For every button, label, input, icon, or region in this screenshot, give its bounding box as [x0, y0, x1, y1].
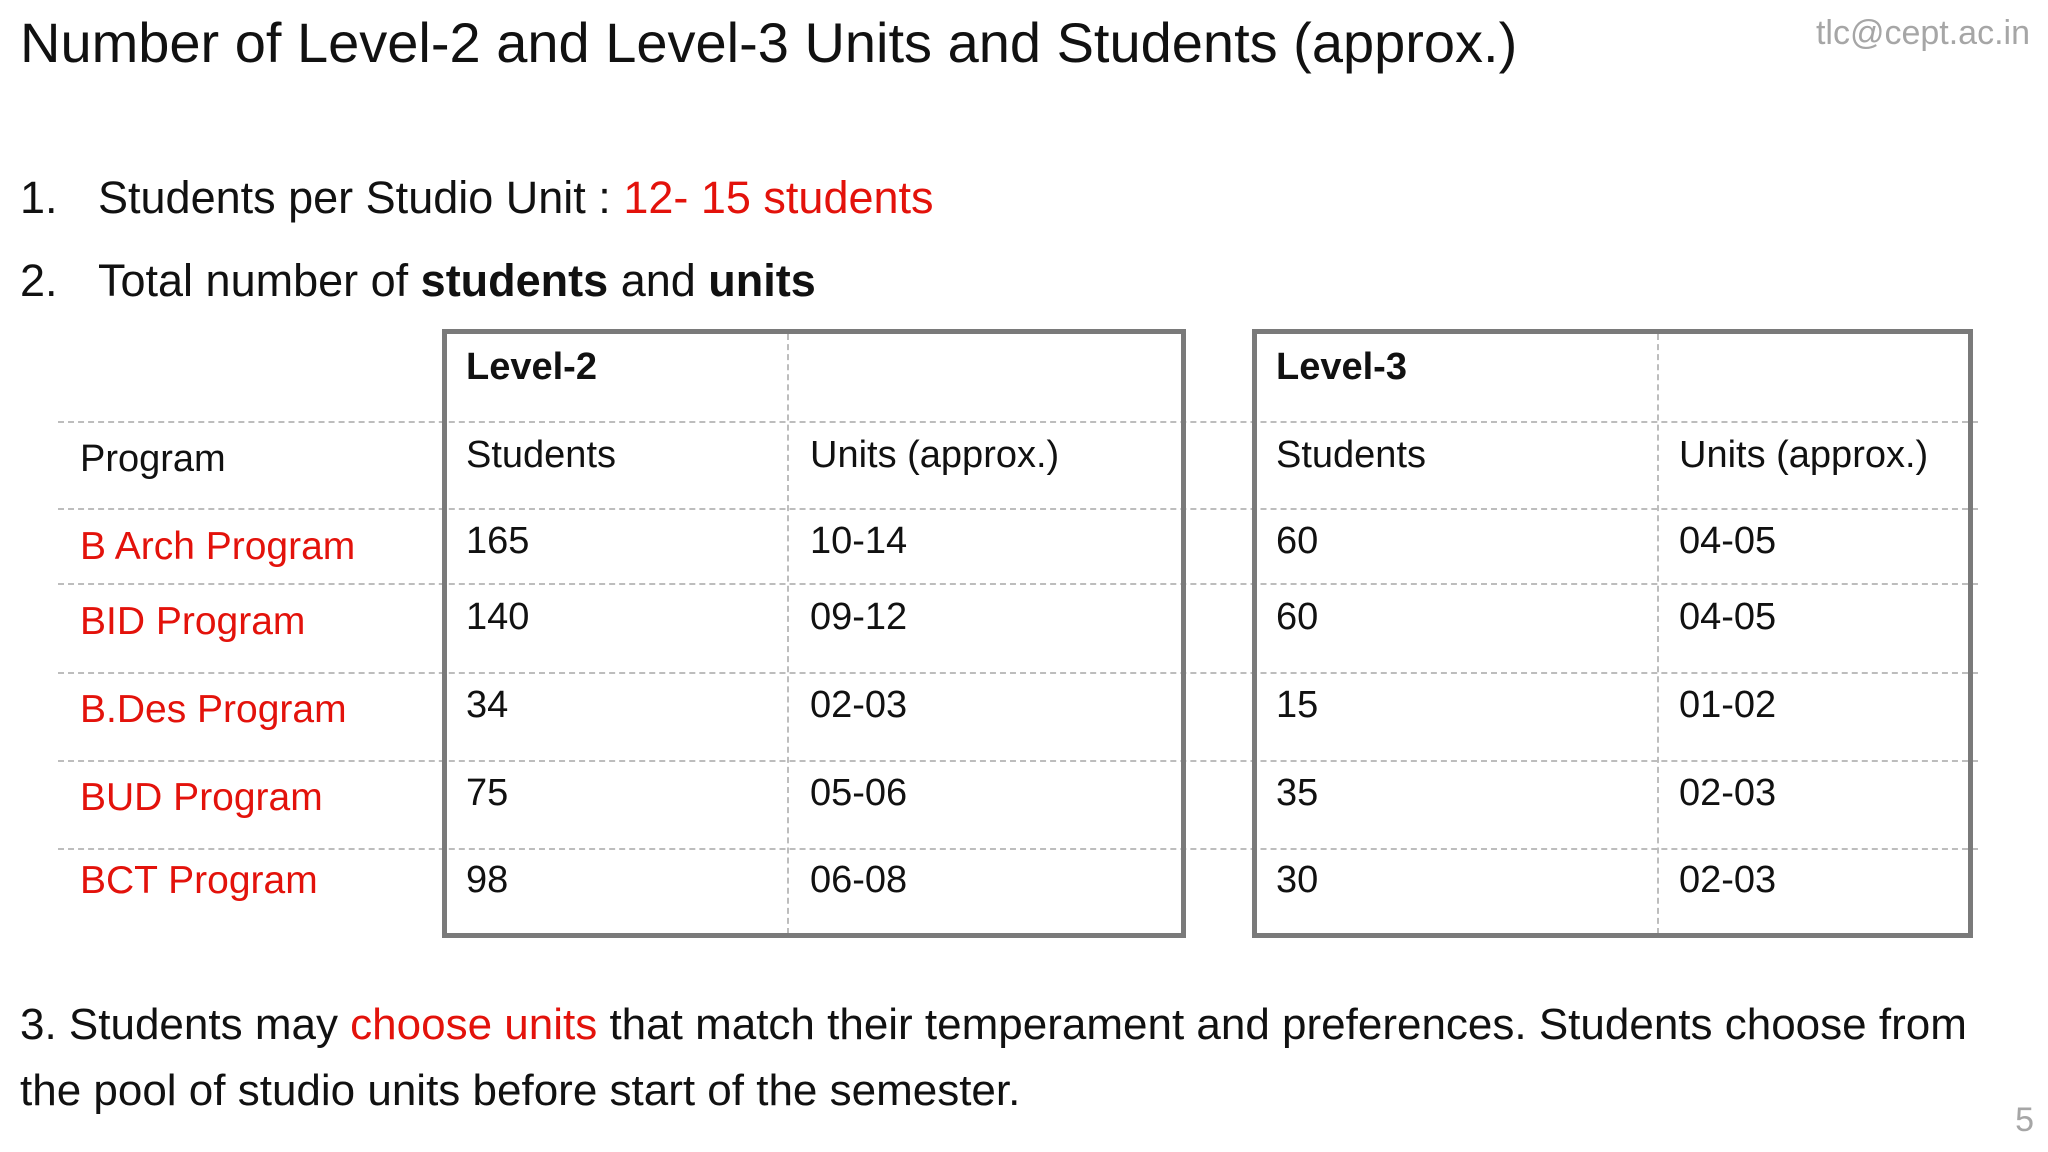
l2-units-value: 09-12	[810, 596, 908, 638]
l3-students-value: 60	[1276, 596, 1319, 638]
l3-units-value: 04-05	[1679, 520, 1777, 562]
point-2-text-b: and	[608, 255, 709, 306]
slide-title: Number of Level-2 and Level-3 Units and Students (approx.)	[20, 11, 1518, 74]
l2-units-value: 06-08	[810, 859, 908, 901]
program-name: BUD Program	[80, 776, 323, 819]
l3-units-value: 02-03	[1679, 772, 1777, 814]
l2-students-value: 75	[466, 772, 509, 814]
point-1-text: Students per Studio Unit :	[98, 172, 624, 223]
point-3-suffix: that match their temperament and preferences. Students choose from the pool of studio units before start of the semester.	[20, 1000, 1967, 1115]
program-name: B.Des Program	[80, 688, 347, 731]
point-2	[20, 255, 816, 307]
column-header-l2-units: Units (approx.)	[810, 434, 1060, 476]
point-2-text-a: Total number of	[98, 255, 421, 306]
point-3-highlight: choose units	[350, 1000, 598, 1049]
program-name: BID Program	[80, 600, 306, 643]
page-number: 5	[2015, 1101, 2034, 1139]
l2-units-value: 10-14	[810, 520, 908, 562]
l2-students-value: 165	[466, 520, 530, 562]
point-2-bold-students: students	[420, 255, 609, 306]
l2-units-value: 05-06	[810, 772, 908, 814]
l3-students-value: 35	[1276, 772, 1319, 814]
l2-students-value: 98	[466, 859, 509, 901]
l2-students-value: 34	[466, 684, 509, 726]
column-header-l2-students: Students	[466, 434, 616, 476]
point-2-number: 2.	[20, 255, 58, 306]
contact-email: tlc@cept.ac.in	[1815, 14, 2030, 52]
point-1	[20, 172, 934, 224]
column-header-l3-units: Units (approx.)	[1679, 434, 1929, 476]
program-name: B Arch Program	[80, 525, 356, 568]
point-1-number: 1.	[20, 172, 58, 223]
l3-units-value: 01-02	[1679, 684, 1777, 726]
column-header-program: Program	[80, 438, 226, 480]
l2-students-value: 140	[466, 596, 530, 638]
l3-students-value: 15	[1276, 684, 1319, 726]
level-3-box	[1252, 329, 1973, 938]
column-header-l3-students: Students	[1276, 434, 1426, 476]
point-3	[20, 992, 2020, 1124]
point-2-bold-units: units	[708, 255, 816, 306]
l3-students-value: 60	[1276, 520, 1319, 562]
level-3-header: Level-3	[1276, 346, 1407, 388]
level-2-header: Level-2	[466, 346, 597, 388]
program-name: BCT Program	[80, 859, 318, 902]
l3-students-value: 30	[1276, 859, 1319, 901]
l3-units-value: 02-03	[1679, 859, 1777, 901]
point-3-prefix: 3. Students may	[20, 1000, 351, 1049]
point-1-highlight: 12- 15 students	[623, 172, 934, 223]
l2-units-value: 02-03	[810, 684, 908, 726]
l3-units-value: 04-05	[1679, 596, 1777, 638]
